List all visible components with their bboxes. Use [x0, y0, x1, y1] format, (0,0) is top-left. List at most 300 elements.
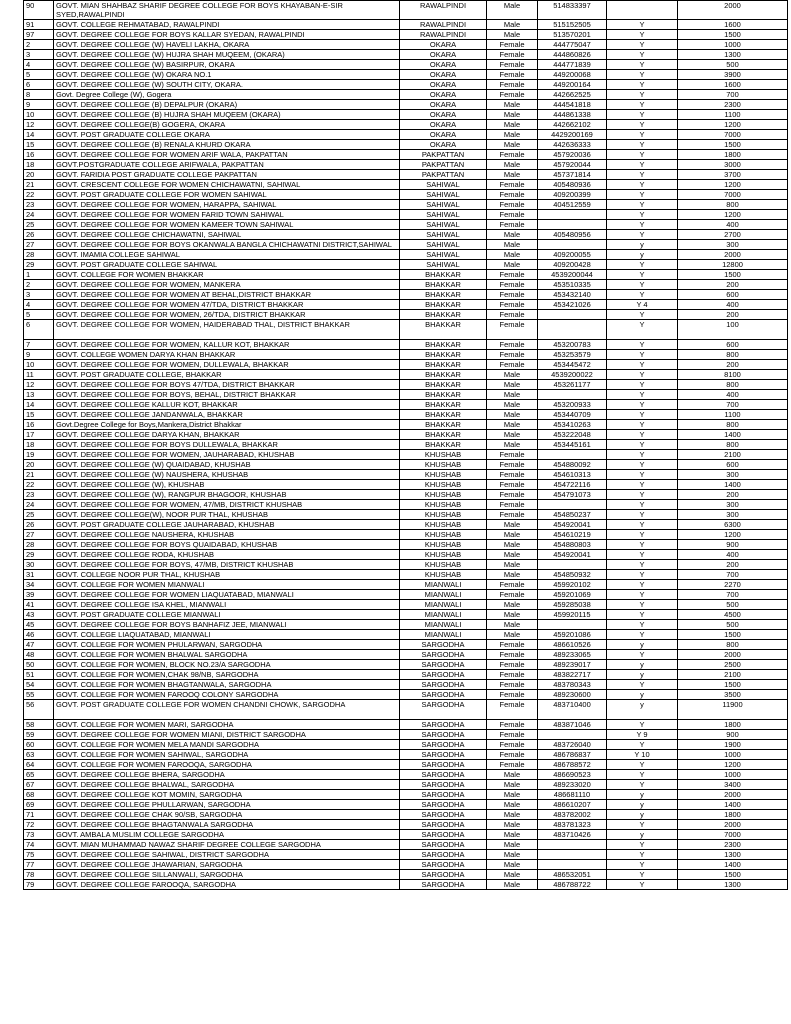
row-serial-number-cell: 46	[24, 630, 54, 640]
row-serial-number-cell: 4	[24, 60, 54, 70]
gender-cell: Male	[487, 420, 538, 430]
table-row	[24, 170, 788, 180]
phone-number-cell	[538, 730, 607, 740]
status-cell: Y	[607, 90, 678, 100]
district-cell: SAHIWAL	[400, 220, 487, 230]
college-name-cell: GOVT. POST GRADUATE COLLEGE FOR WOMEN CHANDNI CHOWK, SARGODHA	[54, 700, 400, 720]
enrollment-cell: 2000	[678, 250, 788, 260]
gender-cell: Female	[487, 360, 538, 370]
district-cell: BHAKKAR	[400, 360, 487, 370]
enrollment-cell: 1000	[678, 40, 788, 50]
college-table-body	[24, 1, 788, 890]
phone-number-cell: 453410263	[538, 420, 607, 430]
district-cell: MIANWALI	[400, 620, 487, 630]
college-name-cell: GOVT. COLLEGE FOR WOMEN BHALWAL SARGODHA	[54, 650, 400, 660]
table-row	[24, 500, 788, 510]
gender-cell: Male	[487, 800, 538, 810]
college-name-cell: GOVT. DEGREE COLLEGE FOR BOYS, BEHAL, DISTRICT BHAKKAR	[54, 390, 400, 400]
college-name-cell: GOVT. DEGREE COLLEGE FOR WOMEN 47/TDA, DISTRICT BHAKKAR	[54, 300, 400, 310]
phone-number-cell	[538, 240, 607, 250]
college-name-cell: GOVT. DEGREE COLLEGE JANDANWALA, BHAKKAR	[54, 410, 400, 420]
college-name-cell: GOVT. COLLEGE FOR WOMEN PHULARWAN, SARGODHA	[54, 640, 400, 650]
phone-number-cell: 454610219	[538, 530, 607, 540]
row-serial-number-cell: 7	[24, 340, 54, 350]
gender-cell: Male	[487, 530, 538, 540]
enrollment-cell: 2700	[678, 230, 788, 240]
phone-number-cell: 454850237	[538, 510, 607, 520]
status-cell: y	[607, 700, 678, 720]
college-name-cell: GOVT. MIAN SHAHBAZ SHARIF DEGREE COLLEGE FOR BOYS KHAYABAN-E-SIR SYED,RAWALPINDI	[54, 1, 400, 20]
gender-cell: Male	[487, 1, 538, 20]
status-cell: Y	[607, 380, 678, 390]
enrollment-cell: 2100	[678, 670, 788, 680]
row-serial-number-cell: 9	[24, 350, 54, 360]
table-row	[24, 80, 788, 90]
status-cell: y	[607, 810, 678, 820]
enrollment-cell: 1000	[678, 770, 788, 780]
enrollment-cell: 400	[678, 220, 788, 230]
enrollment-cell: 800	[678, 380, 788, 390]
status-cell: Y 9	[607, 730, 678, 740]
district-cell: RAWALPINDI	[400, 1, 487, 20]
row-serial-number-cell: 51	[24, 670, 54, 680]
district-cell: KHUSHAB	[400, 520, 487, 530]
gender-cell: Female	[487, 280, 538, 290]
phone-number-cell: 454920041	[538, 520, 607, 530]
table-row	[24, 770, 788, 780]
table-row	[24, 230, 788, 240]
status-cell: Y 10	[607, 750, 678, 760]
row-serial-number-cell: 26	[24, 230, 54, 240]
gender-cell: Female	[487, 660, 538, 670]
row-serial-number-cell: 97	[24, 30, 54, 40]
enrollment-cell: 12800	[678, 260, 788, 270]
table-row	[24, 70, 788, 80]
phone-number-cell: 442662102	[538, 120, 607, 130]
college-name-cell: GOVT. DEGREE COLLEGE FOR WOMEN LIAQUATABAD, MIANWALI	[54, 590, 400, 600]
phone-number-cell: 405480936	[538, 180, 607, 190]
district-cell: SARGODHA	[400, 860, 487, 870]
district-cell: BHAKKAR	[400, 440, 487, 450]
row-serial-number-cell: 25	[24, 220, 54, 230]
phone-number-cell	[538, 450, 607, 460]
row-serial-number-cell: 4	[24, 300, 54, 310]
gender-cell: Male	[487, 860, 538, 870]
gender-cell: Male	[487, 830, 538, 840]
college-name-cell: GOVT. DEGREE COLLEGE RODA, KHUSHAB	[54, 550, 400, 560]
row-serial-number-cell: 45	[24, 620, 54, 630]
status-cell: Y	[607, 120, 678, 130]
table-row	[24, 570, 788, 580]
row-serial-number-cell: 18	[24, 160, 54, 170]
status-cell: Y	[607, 820, 678, 830]
status-cell: Y	[607, 260, 678, 270]
gender-cell: Male	[487, 110, 538, 120]
college-name-cell: GOVT. COLLEGE FOR WOMEN FAROOQA, SARGODHA	[54, 760, 400, 770]
gender-cell: Male	[487, 380, 538, 390]
row-serial-number-cell: 69	[24, 800, 54, 810]
college-name-cell: GOVT. DEGREE COLLEGE FOR WOMEN, DULLEWALA, BHAKKAR	[54, 360, 400, 370]
college-name-cell: GOVT. DEGREE COLLEGE FOR WOMEN, 47/MB, DISTRICT KHUSHAB	[54, 500, 400, 510]
enrollment-cell: 800	[678, 200, 788, 210]
college-name-cell: GOVT. DEGREE COLLEGE FOR WOMEN, HAIDERABAD THAL, DISTRICT BHAKKAR	[54, 320, 400, 340]
district-cell: SARGODHA	[400, 740, 487, 750]
enrollment-cell: 3400	[678, 780, 788, 790]
gender-cell: Male	[487, 820, 538, 830]
gender-cell: Female	[487, 60, 538, 70]
district-cell: SAHIWAL	[400, 210, 487, 220]
college-name-cell: GOVT. CRESCENT COLLEGE FOR WOMEN CHICHAWATNI, SAHIWAL	[54, 180, 400, 190]
district-cell: SAHIWAL	[400, 250, 487, 260]
row-serial-number-cell: 15	[24, 410, 54, 420]
status-cell: Y	[607, 350, 678, 360]
college-name-cell: GOVT. FARIDIA POST GRADUATE COLLEGE PAKPATTAN	[54, 170, 400, 180]
status-cell: y	[607, 830, 678, 840]
college-name-cell: GOVT. IMAMIA COLLEGE SAHIWAL	[54, 250, 400, 260]
table-row	[24, 430, 788, 440]
phone-number-cell: 454880092	[538, 460, 607, 470]
phone-number-cell: 454722116	[538, 480, 607, 490]
gender-cell: Male	[487, 250, 538, 260]
row-serial-number-cell: 8	[24, 90, 54, 100]
district-cell: KHUSHAB	[400, 560, 487, 570]
college-name-cell: GOVT. DEGREE COLLEGE (W) HAVELI LAKHA, OKARA	[54, 40, 400, 50]
district-cell: RAWALPINDI	[400, 30, 487, 40]
gender-cell: Male	[487, 260, 538, 270]
gender-cell: Female	[487, 80, 538, 90]
gender-cell: Male	[487, 160, 538, 170]
district-cell: OKARA	[400, 140, 487, 150]
status-cell: Y	[607, 320, 678, 340]
college-name-cell: GOVT.POSTGRADUATE COLLEGE ARIFWALA, PAKPATTAN	[54, 160, 400, 170]
district-cell: SARGODHA	[400, 750, 487, 760]
district-cell: OKARA	[400, 60, 487, 70]
gender-cell: Female	[487, 450, 538, 460]
table-row	[24, 20, 788, 30]
status-cell: Y	[607, 270, 678, 280]
table-row	[24, 160, 788, 170]
row-serial-number-cell: 63	[24, 750, 54, 760]
enrollment-cell: 3000	[678, 160, 788, 170]
table-row	[24, 790, 788, 800]
row-serial-number-cell: 24	[24, 500, 54, 510]
gender-cell: Female	[487, 650, 538, 660]
table-row	[24, 610, 788, 620]
row-serial-number-cell: 12	[24, 120, 54, 130]
row-serial-number-cell: 90	[24, 1, 54, 20]
row-serial-number-cell: 16	[24, 420, 54, 430]
status-cell: Y	[607, 860, 678, 870]
table-row	[24, 550, 788, 560]
table-row	[24, 210, 788, 220]
gender-cell: Male	[487, 370, 538, 380]
table-row	[24, 440, 788, 450]
enrollment-cell: 2000	[678, 790, 788, 800]
college-name-cell: GOVT. DEGREE COLLEGE (W) QUAIDABAD, KHUSHAB	[54, 460, 400, 470]
phone-number-cell: 486786837	[538, 750, 607, 760]
district-cell: BHAKKAR	[400, 320, 487, 340]
row-serial-number-cell: 23	[24, 490, 54, 500]
gender-cell: Male	[487, 120, 538, 130]
table-row	[24, 720, 788, 730]
college-name-cell: GOVT. POST GRADUATE COLLEGE JAUHARABAD, KHUSHAB	[54, 520, 400, 530]
enrollment-cell: 6300	[678, 520, 788, 530]
phone-number-cell: 459201086	[538, 630, 607, 640]
gender-cell: Female	[487, 670, 538, 680]
table-row	[24, 40, 788, 50]
table-row	[24, 310, 788, 320]
college-name-cell: GOVT. AMBALA MUSLIM COLLEGE SARGODHA	[54, 830, 400, 840]
district-cell: SARGODHA	[400, 670, 487, 680]
status-cell: Y	[607, 680, 678, 690]
enrollment-cell: 300	[678, 510, 788, 520]
college-name-cell: GOVT. COLLEGE FOR WOMEN, BLOCK NO.23/A SARGODHA	[54, 660, 400, 670]
gender-cell: Male	[487, 240, 538, 250]
phone-number-cell: 486532051	[538, 870, 607, 880]
enrollment-cell: 800	[678, 420, 788, 430]
district-cell: BHAKKAR	[400, 280, 487, 290]
table-row	[24, 810, 788, 820]
enrollment-cell: 1600	[678, 20, 788, 30]
status-cell: Y	[607, 740, 678, 750]
table-row	[24, 660, 788, 670]
row-serial-number-cell: 10	[24, 110, 54, 120]
row-serial-number-cell: 59	[24, 730, 54, 740]
status-cell: Y	[607, 540, 678, 550]
enrollment-cell: 2000	[678, 1, 788, 20]
district-cell: BHAKKAR	[400, 370, 487, 380]
table-row	[24, 740, 788, 750]
table-row	[24, 480, 788, 490]
college-name-cell: GOVT. COLLEGE FOR WOMEN FAROOQ COLONY SARGODHA	[54, 690, 400, 700]
enrollment-cell: 200	[678, 490, 788, 500]
enrollment-cell: 1400	[678, 480, 788, 490]
status-cell: Y	[607, 600, 678, 610]
enrollment-cell: 700	[678, 400, 788, 410]
status-cell: Y	[607, 70, 678, 80]
district-cell: KHUSHAB	[400, 470, 487, 480]
enrollment-cell: 1200	[678, 180, 788, 190]
college-name-cell: GOVT. DEGREE COLLEGE FOR BOYS 47/TDA, DISTRICT BHAKKAR	[54, 380, 400, 390]
district-cell: BHAKKAR	[400, 410, 487, 420]
college-name-cell: GOVT. DEGREE COLLEGE FOR WOMEN AT BEHAL,DISTRICT BHAKKAR	[54, 290, 400, 300]
college-name-cell: GOVT. DEGREE COLLEGE FOR WOMEN, JAUHARABAD, KHUSHAB	[54, 450, 400, 460]
row-serial-number-cell: 25	[24, 510, 54, 520]
enrollment-cell: 400	[678, 390, 788, 400]
table-row	[24, 580, 788, 590]
table-row	[24, 140, 788, 150]
table-row	[24, 850, 788, 860]
status-cell: Y	[607, 80, 678, 90]
enrollment-cell: 300	[678, 500, 788, 510]
phone-number-cell: 454880803	[538, 540, 607, 550]
status-cell: Y	[607, 580, 678, 590]
college-name-cell: GOVT. DEGREE COLLEGE FOR WOMEN KAMEER TOWN SAHIWAL	[54, 220, 400, 230]
status-cell: Y	[607, 140, 678, 150]
enrollment-cell: 600	[678, 460, 788, 470]
college-name-cell: GOVT. DEGREE COLLEGE NAUSHERA, KHUSHAB	[54, 530, 400, 540]
enrollment-cell: 7000	[678, 130, 788, 140]
enrollment-cell: 3700	[678, 170, 788, 180]
enrollment-cell: 1500	[678, 680, 788, 690]
phone-number-cell	[538, 220, 607, 230]
enrollment-cell: 1500	[678, 870, 788, 880]
enrollment-cell: 11900	[678, 700, 788, 720]
status-cell: y	[607, 240, 678, 250]
table-row	[24, 120, 788, 130]
district-cell: KHUSHAB	[400, 450, 487, 460]
row-serial-number-cell: 43	[24, 610, 54, 620]
phone-number-cell: 459920102	[538, 580, 607, 590]
row-serial-number-cell: 27	[24, 530, 54, 540]
gender-cell: Male	[487, 560, 538, 570]
table-row	[24, 320, 788, 340]
row-serial-number-cell: 78	[24, 870, 54, 880]
phone-number-cell: 453432140	[538, 290, 607, 300]
table-row	[24, 50, 788, 60]
district-cell: SARGODHA	[400, 810, 487, 820]
college-name-cell: GOVT. DEGREE COLLEGE (W), KHUSHAB	[54, 480, 400, 490]
row-serial-number-cell: 3	[24, 290, 54, 300]
enrollment-cell: 1400	[678, 800, 788, 810]
phone-number-cell: 409200428	[538, 260, 607, 270]
phone-number-cell: 515152505	[538, 20, 607, 30]
phone-number-cell: 454920041	[538, 550, 607, 560]
district-cell: PAKPATTAN	[400, 170, 487, 180]
row-serial-number-cell: 55	[24, 690, 54, 700]
status-cell: Y	[607, 870, 678, 880]
row-serial-number-cell: 54	[24, 680, 54, 690]
row-serial-number-cell: 74	[24, 840, 54, 850]
phone-number-cell: 454791073	[538, 490, 607, 500]
table-row	[24, 360, 788, 370]
phone-number-cell: 514833397	[538, 1, 607, 20]
table-row	[24, 860, 788, 870]
college-name-cell: GOVT. POST GRADUATE COLLEGE, BHAKKAR	[54, 370, 400, 380]
gender-cell: Male	[487, 400, 538, 410]
enrollment-cell: 500	[678, 620, 788, 630]
college-name-cell: GOVT. DEGREE COLLEGE CHAK 90/SB, SARGODHA	[54, 810, 400, 820]
gender-cell: Female	[487, 200, 538, 210]
college-name-cell: GOVT. DEGREE COLLEGE (B) RENALA KHURD OKARA	[54, 140, 400, 150]
enrollment-cell: 900	[678, 730, 788, 740]
district-cell: SARGODHA	[400, 850, 487, 860]
college-name-cell: GOVT. DEGREE COLLEGE FOR BOYS BANHAFIZ JEE, MIANWALI	[54, 620, 400, 630]
district-cell: SARGODHA	[400, 830, 487, 840]
phone-number-cell: 449200164	[538, 80, 607, 90]
college-name-cell: GOVT. DEGREE COLLEGE(W), NOOR PUR THAL, KHUSHAB	[54, 510, 400, 520]
status-cell: y	[607, 640, 678, 650]
district-cell: BHAKKAR	[400, 430, 487, 440]
row-serial-number-cell: 23	[24, 200, 54, 210]
status-cell	[607, 1, 678, 20]
table-row	[24, 300, 788, 310]
district-cell: KHUSHAB	[400, 540, 487, 550]
enrollment-cell: 1300	[678, 850, 788, 860]
district-cell: KHUSHAB	[400, 530, 487, 540]
status-cell: Y	[607, 390, 678, 400]
enrollment-cell: 1200	[678, 120, 788, 130]
enrollment-cell: 300	[678, 470, 788, 480]
college-name-cell: GOVT. DEGREE COLLEGE FOR WOMEN ARIF WALA, PAKPATTAN	[54, 150, 400, 160]
status-cell: Y	[607, 590, 678, 600]
phone-number-cell	[538, 560, 607, 570]
college-name-cell: GOVT. DEGREE COLLEGE KOT MOMIN, SARGODHA	[54, 790, 400, 800]
phone-number-cell: 4429200169	[538, 130, 607, 140]
enrollment-cell: 700	[678, 570, 788, 580]
district-cell: KHUSHAB	[400, 490, 487, 500]
district-cell: OKARA	[400, 100, 487, 110]
status-cell: Y	[607, 100, 678, 110]
district-cell: MIANWALI	[400, 630, 487, 640]
gender-cell: Female	[487, 750, 538, 760]
gender-cell: Female	[487, 190, 538, 200]
phone-number-cell: 404512559	[538, 200, 607, 210]
district-cell: SAHIWAL	[400, 260, 487, 270]
phone-number-cell: 444860826	[538, 50, 607, 60]
district-cell: BHAKKAR	[400, 290, 487, 300]
row-serial-number-cell: 72	[24, 820, 54, 830]
district-cell: KHUSHAB	[400, 460, 487, 470]
row-serial-number-cell: 31	[24, 570, 54, 580]
college-name-cell: GOVT. DEGREE COLLEGE FOR BOYS KALLAR SYEDAN, RAWALPINDI	[54, 30, 400, 40]
status-cell: y	[607, 250, 678, 260]
status-cell: Y	[607, 190, 678, 200]
phone-number-cell: 486681110	[538, 790, 607, 800]
row-serial-number-cell: 1	[24, 270, 54, 280]
enrollment-cell: 500	[678, 600, 788, 610]
enrollment-cell: 100	[678, 320, 788, 340]
table-row	[24, 270, 788, 280]
college-name-cell: GOVT. DEGREE COLLEGE(B) GOGERA, OKARA	[54, 120, 400, 130]
phone-number-cell: 457920044	[538, 160, 607, 170]
row-serial-number-cell: 29	[24, 260, 54, 270]
district-cell: KHUSHAB	[400, 570, 487, 580]
phone-number-cell: 444541818	[538, 100, 607, 110]
district-cell: OKARA	[400, 110, 487, 120]
phone-number-cell: 483871046	[538, 720, 607, 730]
district-cell: MIANWALI	[400, 610, 487, 620]
gender-cell: Male	[487, 440, 538, 450]
phone-number-cell	[538, 860, 607, 870]
enrollment-cell: 1800	[678, 720, 788, 730]
college-name-cell: GOVT. DEGREE COLLEGE (B) DEPALPUR (OKARA)	[54, 100, 400, 110]
table-row	[24, 250, 788, 260]
table-row	[24, 640, 788, 650]
enrollment-cell: 2270	[678, 580, 788, 590]
enrollment-cell: 500	[678, 60, 788, 70]
table-row	[24, 460, 788, 470]
district-cell: BHAKKAR	[400, 270, 487, 280]
table-row	[24, 370, 788, 380]
college-name-cell: GOVT. DEGREE COLLEGE PHULLARWAN, SARGODHA	[54, 800, 400, 810]
district-cell: SARGODHA	[400, 760, 487, 770]
gender-cell: Female	[487, 490, 538, 500]
table-row	[24, 150, 788, 160]
gender-cell: Female	[487, 270, 538, 280]
district-cell: SARGODHA	[400, 770, 487, 780]
status-cell: Y	[607, 650, 678, 660]
table-row	[24, 730, 788, 740]
enrollment-cell: 1400	[678, 430, 788, 440]
status-cell: Y	[607, 200, 678, 210]
enrollment-cell: 7000	[678, 190, 788, 200]
college-name-cell: GOVT. COLLEGE FOR WOMEN BHAGTANWALA, SARGODHA	[54, 680, 400, 690]
gender-cell: Female	[487, 500, 538, 510]
status-cell: Y	[607, 170, 678, 180]
district-cell: SARGODHA	[400, 840, 487, 850]
gender-cell: Female	[487, 720, 538, 730]
